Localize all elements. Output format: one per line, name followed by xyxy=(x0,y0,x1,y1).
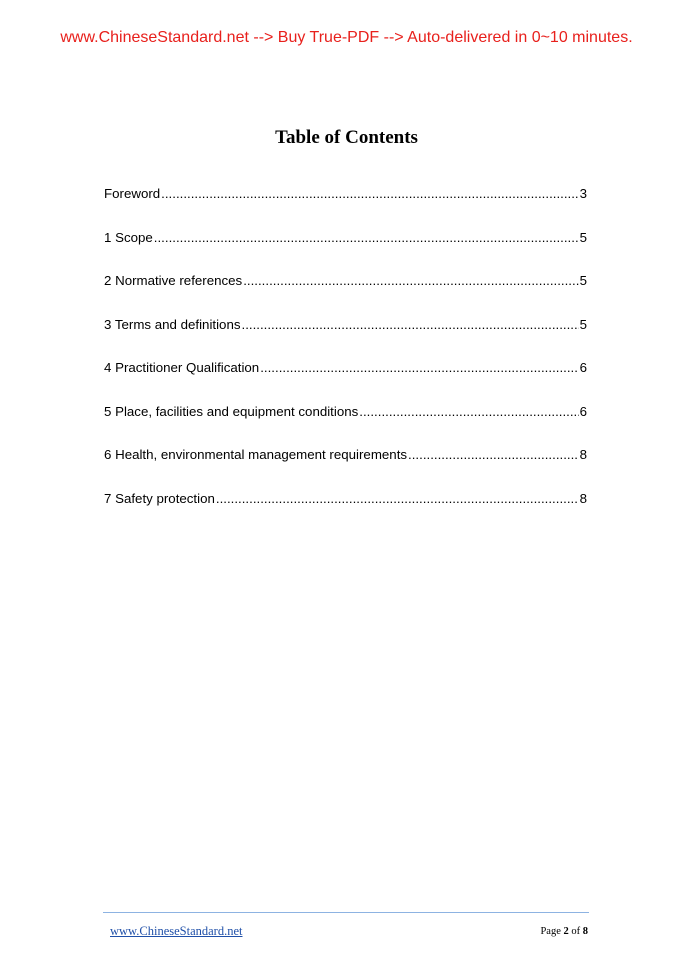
toc-entry-page: 6 xyxy=(579,360,587,375)
page-number-of: of xyxy=(568,926,583,937)
toc-entry-foreword[interactable] xyxy=(104,186,587,230)
toc-entry-page: 3 xyxy=(579,186,587,201)
toc-entry-health-environmental[interactable] xyxy=(104,447,587,491)
page-number-current: 2 xyxy=(563,926,569,937)
footer-divider xyxy=(103,912,589,913)
toc-entry-normative-references[interactable] xyxy=(104,273,587,317)
page-title: Table of Contents xyxy=(275,127,418,148)
toc-dot-leader xyxy=(154,230,579,245)
toc-entry-label: 4 Practitioner Qualification xyxy=(104,360,260,375)
toc-dot-leader xyxy=(243,273,578,288)
promo-banner[interactable]: www.ChineseStandard.net --> Buy True-PDF --> Auto-delivered in 0~10 minutes. xyxy=(60,29,633,46)
toc-entry-place-facilities-equipment[interactable] xyxy=(104,404,587,448)
page-number xyxy=(540,926,588,937)
toc-entry-page: 6 xyxy=(579,403,587,419)
toc-entry-page: 5 xyxy=(579,316,587,332)
toc-entry-label: Foreword xyxy=(104,186,161,201)
toc-entry-page: 5 xyxy=(579,229,587,245)
toc-entry-practitioner-qualification[interactable] xyxy=(104,360,587,404)
toc-dot-leader xyxy=(260,360,578,375)
toc-entry-scope[interactable] xyxy=(104,230,587,274)
toc-dot-leader xyxy=(161,186,578,201)
footer-website-link[interactable]: www.ChineseStandard.net xyxy=(110,924,243,938)
page-number-total: 8 xyxy=(582,926,588,937)
toc-entry-page: 5 xyxy=(579,273,587,288)
toc-entry-label: 5 Place, facilities and equipment conditions xyxy=(104,403,359,419)
toc-entry-page: 8 xyxy=(579,447,587,462)
toc-dot-leader xyxy=(359,404,578,419)
toc-dot-leader xyxy=(216,491,579,506)
toc-dot-leader xyxy=(408,447,579,462)
toc-entry-label: 7 Safety protection xyxy=(104,490,215,506)
table-of-contents xyxy=(104,186,587,534)
page-number-prefix: Page xyxy=(540,926,564,937)
toc-entry-terms-and-definitions[interactable] xyxy=(104,317,587,361)
toc-entry-label: 6 Health, environmental management requirements xyxy=(104,447,408,462)
toc-dot-leader xyxy=(242,317,579,332)
toc-entry-page: 8 xyxy=(579,490,587,506)
toc-entry-label: 2 Normative references xyxy=(104,273,243,288)
toc-entry-safety-protection[interactable] xyxy=(104,491,587,535)
toc-entry-label: 3 Terms and definitions xyxy=(104,316,241,332)
toc-entry-label: 1 Scope xyxy=(104,229,153,245)
